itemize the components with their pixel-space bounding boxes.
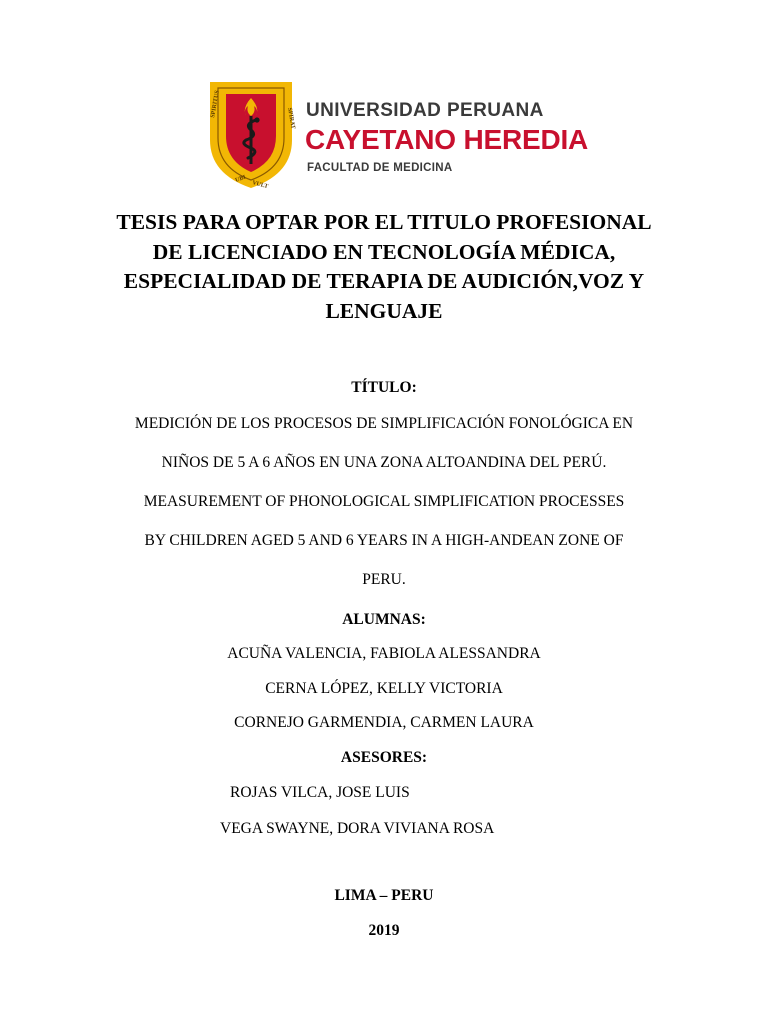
title-es-line: MEDICIÓN DE LOS PROCESOS DE SIMPLIFICACIÓN FONOLÓGICA EN [134,415,634,432]
year-label: 2019 [368,922,400,939]
place-label: LIMA – PERU [334,887,434,904]
logo-university-name: CAYETANO HEREDIA [305,124,589,155]
heading-line: DE LICENCIADO EN TECNOLOGÍA MÉDICA, [152,239,616,264]
svg-text:SPIRAT: SPIRAT [286,107,296,130]
thesis-heading [0,208,768,326]
student-name: ACUÑA VALENCIA, FABIOLA ALESSANDRA [227,645,541,662]
advisor-name: ROJAS VILCA, JOSE LUIS [230,784,410,801]
title-en-line: PERU. [362,571,406,588]
advisor-name: VEGA SWAYNE, DORA VIVIANA ROSA [220,820,495,837]
title-label: TÍTULO: [351,379,417,396]
logo-university-label: UNIVERSIDAD PERUANA [306,100,544,121]
student-name: CORNEJO GARMENDIA, CARMEN LAURA [234,714,534,731]
heading-line: ESPECIALIDAD DE TERAPIA DE AUDICIÓN,VOZ Y [123,269,645,293]
university-seal-icon [206,78,296,190]
heading-line: TESIS PARA OPTAR POR EL TITULO PROFESIONAL [116,210,652,234]
title-en-line: BY CHILDREN AGED 5 AND 6 YEARS IN A HIGH-ANDEAN ZONE OF [144,532,624,549]
title-es-line: NIÑOS DE 5 A 6 AÑOS EN UNA ZONA ALTOANDINA DEL PERÚ. [161,454,607,471]
logo-faculty-name: FACULTAD DE MEDICINA [307,162,453,174]
advisors-label: ASESORES: [340,749,428,766]
svg-text:UBI: UBI [234,174,247,184]
heading-line: LENGUAJE [325,298,443,323]
student-name: CERNA LÓPEZ, KELLY VICTORIA [265,680,503,697]
svg-text:SPIRITUS: SPIRITUS [210,90,221,119]
title-en-line: MEASUREMENT OF PHONOLOGICAL SIMPLIFICATION PROCESSES [143,493,625,510]
university-logo [206,78,606,190]
svg-text:VULT: VULT [251,180,269,190]
students-label: ALUMNAS: [342,611,426,628]
